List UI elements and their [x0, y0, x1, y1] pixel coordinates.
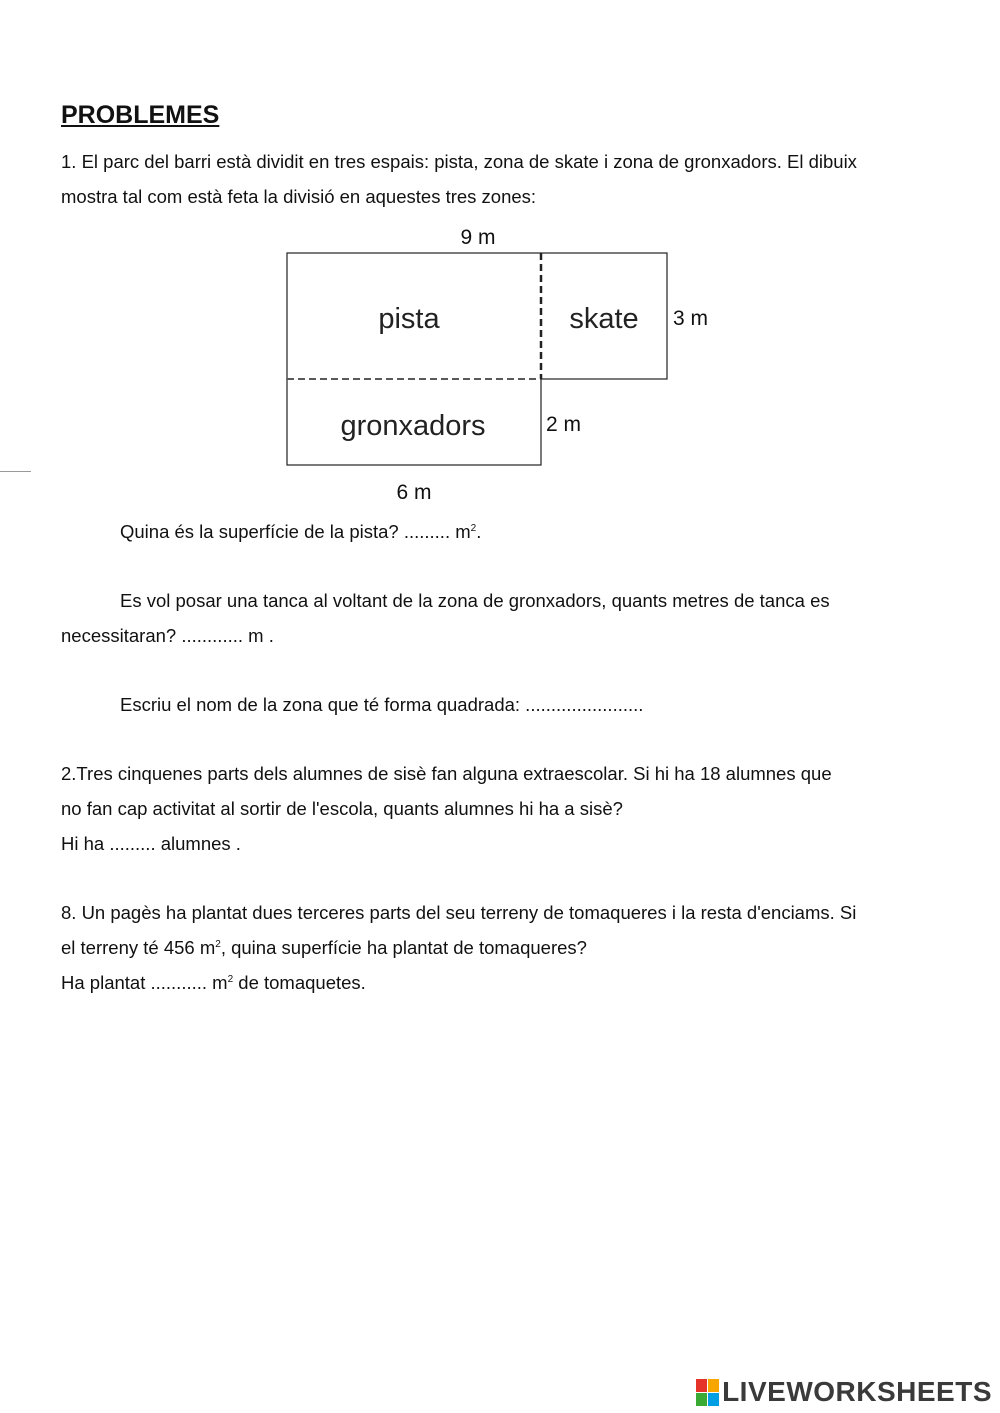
problem8-line1: 8. Un pagès ha plantat dues terceres parts del seu terreny de tomaqueres i la resta d'enciams. Si — [61, 902, 857, 923]
problem2-line1: 2.Tres cinquenes parts dels alumnes de sisè fan alguna extraescolar. Si hi ha 18 alumnes que — [61, 763, 832, 784]
problem2-line2: no fan cap activitat al sortir de l'escola, quants alumnes hi ha a sisè? — [61, 798, 623, 819]
problem1-line2: mostra tal com està feta la divisió en aquestes tres zones: — [61, 186, 537, 207]
label-6m: 6 m — [396, 481, 432, 504]
problem1-line1: 1. El parc del barri està dividit en tres espais: pista, zona de skate i zona de gronxadors. El dibuix — [61, 151, 857, 172]
logo-badge-icon — [696, 1379, 719, 1406]
question-pista-area: Quina és la superfície de la pista? ......... $m^2$. — [120, 521, 482, 542]
logo-text: LIVEWORKSHEETS — [722, 1376, 992, 1407]
zone-pista: pista — [378, 303, 440, 335]
problem2-line3: Hi ha ......... alumnes . — [61, 833, 241, 854]
label-2m: 2 m — [546, 413, 582, 436]
problem8-line2: el terreny té 456 $m^2$, quina superfície ha plantat de tomaqueres? — [61, 937, 587, 958]
question-fence-line1: Es vol posar una tanca al voltant de la zona de gronxadors, quants metres de tanca es — [120, 590, 830, 611]
park-diagram — [0, 0, 1000, 520]
page-title: PROBLEMES — [61, 101, 220, 129]
liveworksheets-logo[interactable] — [696, 1377, 992, 1407]
zone-gronxadors: gronxadors — [340, 410, 486, 442]
label-3m: 3 m — [673, 307, 709, 330]
label-9m: 9 m — [460, 226, 496, 249]
problem8-line3: Ha plantat ........... $m^2$ de tomaquetes. — [61, 972, 366, 993]
question-fence-line2: necessitaran? ............ m . — [61, 625, 274, 646]
zone-skate: skate — [569, 303, 639, 335]
question-square-zone: Escriu el nom de la zona que té forma quadrada: ....................... — [120, 694, 644, 715]
